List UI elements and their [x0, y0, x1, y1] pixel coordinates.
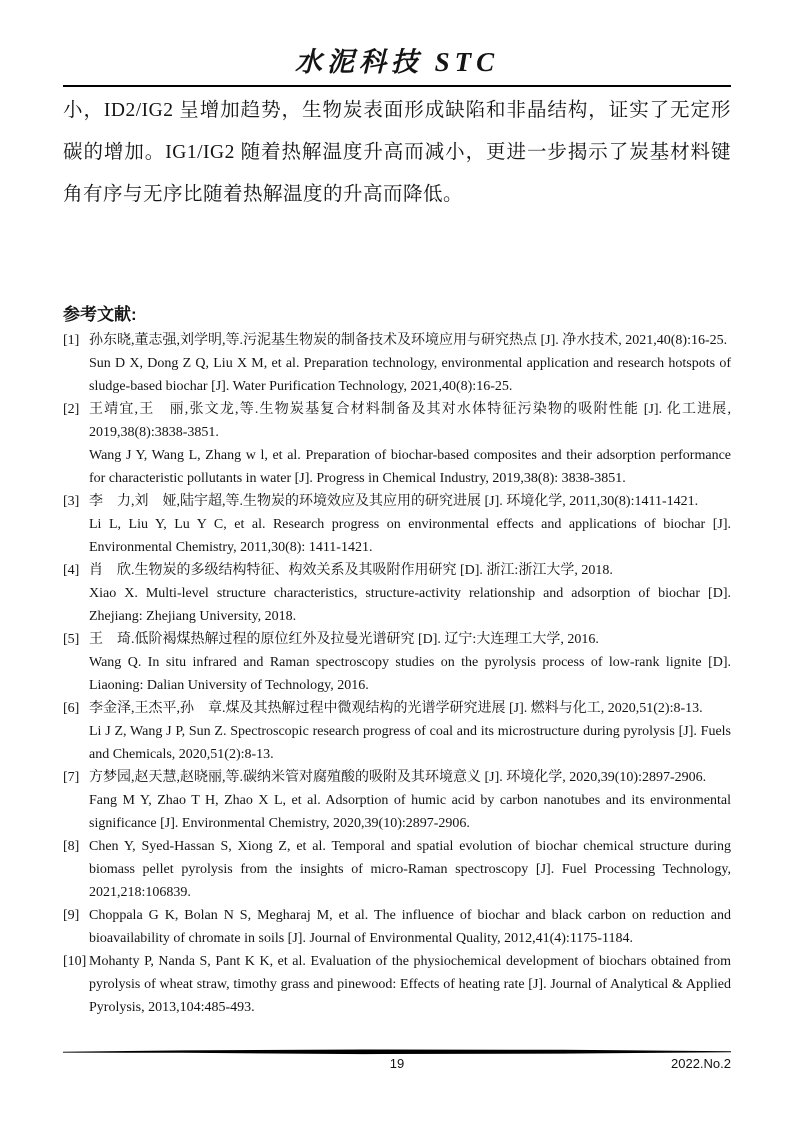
reference-citation-zh: 肖 欣.生物炭的多级结构特征、构效关系及其吸附作用研究 [D]. 浙江:浙江大学, 2018.	[89, 563, 613, 578]
reference-item	[63, 398, 731, 490]
reference-item	[63, 628, 731, 697]
reference-citation-zh: 孙东晓,董志强,刘学明,等.污泥基生物炭的制备技术及环境应用与研究热点 [J]. 净水技术, 2021,40(8):16-25.	[89, 333, 728, 348]
reference-marker: [10]	[63, 954, 87, 969]
footer-divider	[63, 1049, 731, 1055]
reference-item	[63, 329, 731, 398]
reference-citation-en: Wang J Y, Wang L, Zhang w l, et al. Preparation of biochar-based composites and their adsorption performance for characteristic pollutants in water [J]. Progress in Chemical Industry, 2019,38(8): 3838-3851.	[89, 448, 731, 486]
reference-item	[63, 904, 731, 950]
reference-marker: [1]	[63, 333, 80, 348]
reference-item	[63, 559, 731, 628]
reference-citation-en: Fang M Y, Zhao T H, Zhao X L, et al. Adsorption of humic acid by carbon nanotubes and its environmental significance [J]. Environmental Chemistry, 2020,39(10):2897-2906.	[89, 793, 731, 831]
reference-citation-en: Chen Y, Syed-Hassan S, Xiong Z, et al. Temporal and spatial evolution of biochar chemical structure during biomass pellet pyrolysis from the insights of micro-Raman spectroscopy [J]. Fuel Processing Technology, 2021,218:106839.	[89, 839, 731, 900]
reference-marker: [6]	[63, 701, 80, 716]
reference-citation-zh: 方梦园,赵天慧,赵晓丽,等.碳纳米管对腐殖酸的吸附及其环境意义 [J]. 环境化学, 2020,39(10):2897-2906.	[89, 770, 707, 785]
reference-item	[63, 835, 731, 904]
reference-marker: [3]	[63, 494, 80, 509]
references-list	[63, 329, 731, 1019]
reference-item	[63, 766, 731, 835]
reference-citation-en: Xiao X. Multi-level structure characteristics, structure-activity relationship and adsorption of biochar [D]. Zhejiang: Zhejiang University, 2018.	[89, 586, 731, 624]
reference-marker: [9]	[63, 908, 80, 923]
reference-citation-en: Li J Z, Wang J P, Sun Z. Spectroscopic research progress of coal and its microstructure during pyrolysis [J]. Fuels and Chemicals, 2020,51(2):8-13.	[89, 724, 731, 762]
reference-citation-zh: 李 力,刘 娅,陆宇超,等.生物炭的环境效应及其应用的研究进展 [J]. 环境化学, 2011,30(8):1411-1421.	[89, 494, 699, 509]
references-heading: 参考文献:	[63, 305, 137, 324]
reference-item	[63, 697, 731, 766]
journal-header	[63, 40, 731, 79]
page-number: 19	[389, 1056, 405, 1071]
reference-citation-zh: 王靖宜,王 丽,张文龙,等.生物炭基复合材料制备及其对水体特征污染物的吸附性能 [J]. 化工进展, 2019,38(8):3838-3851.	[89, 402, 731, 440]
issue-number: 2022.No.2	[671, 1056, 731, 1071]
reference-citation-en: Wang Q. In situ infrared and Raman spectroscopy studies on the pyrolysis process of low-rank lignite [D]. Liaoning: Dalian University of Technology, 2016.	[89, 655, 731, 693]
journal-title: 水泥科技 STC	[294, 47, 500, 77]
reference-marker: [5]	[63, 632, 80, 647]
reference-item	[63, 490, 731, 559]
reference-citation-zh: 王 琦.低阶褐煤热解过程的原位红外及拉曼光谱研究 [D]. 辽宁:大连理工大学, 2016.	[89, 632, 599, 647]
reference-marker: [7]	[63, 770, 80, 785]
page-footer	[63, 1056, 731, 1076]
reference-marker: [4]	[63, 563, 80, 578]
reference-citation-zh: 李金泽,王杰平,孙 章.煤及其热解过程中微观结构的光谱学研究进展 [J]. 燃料与化工, 2020,51(2):8-13.	[89, 701, 703, 716]
reference-item	[63, 950, 731, 1019]
reference-marker: [8]	[63, 839, 80, 854]
reference-marker: [2]	[63, 402, 80, 417]
reference-citation-en: Li L, Liu Y, Lu Y C, et al. Research progress on environmental effects and applications of biochar [J]. Environmental Chemistry, 2011,30(8): 1411-1421.	[89, 517, 731, 555]
reference-citation-en: Mohanty P, Nanda S, Pant K K, et al. Evaluation of the physiochemical development of biochars obtained from pyrolysis of wheat straw, timothy grass and pinewood: Effects of heating rate [J]. Journal of Analytical & Applied Pyrolysis, 2013,104:485-493.	[89, 954, 731, 1015]
reference-citation-en: Choppala G K, Bolan N S, Megharaj M, et al. The influence of biochar and black carbon on reduction and bioavailability of chromate in soils [J]. Journal of Environmental Quality, 2012,41(4):1175-1184.	[89, 908, 731, 946]
body-paragraph: 小，ID2/IG2 呈增加趋势，生物炭表面形成缺陷和非晶结构，证实了无定形碳的增加。IG1/IG2 随着热解温度升高而减小，更进一步揭示了炭基材料键角有序与无序比随着热解温度的升高而降低。	[63, 100, 731, 205]
reference-citation-en: Sun D X, Dong Z Q, Liu X M, et al. Preparation technology, environmental application and research hotspots of sludge-based biochar [J]. Water Purification Technology, 2021,40(8):16-25.	[89, 356, 731, 394]
header-divider	[63, 85, 731, 87]
